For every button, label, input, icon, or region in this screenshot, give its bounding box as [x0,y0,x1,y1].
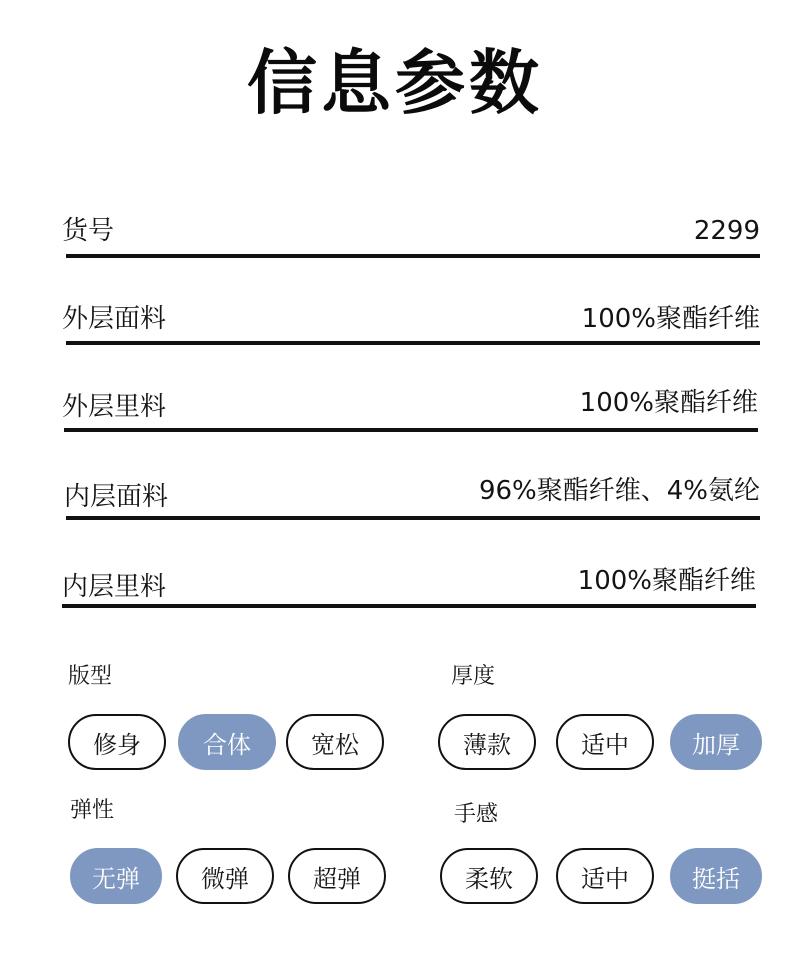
attribute-feel [438,802,768,912]
spec-label: 内层里料 [62,572,167,602]
option-pill[interactable]: 薄款 [438,714,536,770]
spec-value: 2299 [693,216,760,246]
option-pill-selected[interactable]: 无弹 [70,848,162,904]
spec-label: 货号 [62,216,115,246]
spec-divider [66,516,760,520]
page-title: 信息参数 [247,42,543,124]
spec-row-outer-fabric [62,302,760,362]
attribute-label: 手感 [454,802,499,827]
spec-value: 100%聚酯纤维 [581,304,760,334]
option-pill[interactable]: 适中 [556,848,654,904]
spec-row-outer-lining [62,388,758,448]
option-pill[interactable]: 微弹 [176,848,274,904]
attribute-elasticity [68,798,398,908]
spec-row-inner-lining [62,566,756,626]
option-pill[interactable]: 超弹 [288,848,386,904]
attribute-label: 厚度 [451,664,496,689]
attribute-thickness [438,664,768,774]
option-pill[interactable]: 适中 [556,714,654,770]
spec-divider [66,341,760,345]
option-pill[interactable]: 修身 [68,714,166,770]
option-pill-selected[interactable]: 加厚 [670,714,762,770]
attribute-label: 弹性 [70,798,115,823]
spec-value: 100%聚酯纤维 [579,388,758,418]
spec-value: 96%聚酯纤维、4%氨纶 [478,476,760,506]
spec-divider [64,428,758,432]
spec-row-item-number [62,214,760,274]
attribute-fit [68,664,398,774]
option-pill-selected[interactable]: 挺括 [670,848,762,904]
spec-divider [62,604,756,608]
spec-label: 内层面料 [64,482,169,512]
spec-value: 100%聚酯纤维 [577,566,756,596]
spec-divider [66,254,760,258]
option-pill[interactable]: 宽松 [286,714,384,770]
option-pill-selected[interactable]: 合体 [178,714,276,770]
spec-row-inner-fabric [62,476,760,536]
attribute-label: 版型 [68,664,113,689]
spec-label: 外层面料 [62,304,167,334]
spec-label: 外层里料 [62,392,167,422]
option-pill[interactable]: 柔软 [440,848,538,904]
